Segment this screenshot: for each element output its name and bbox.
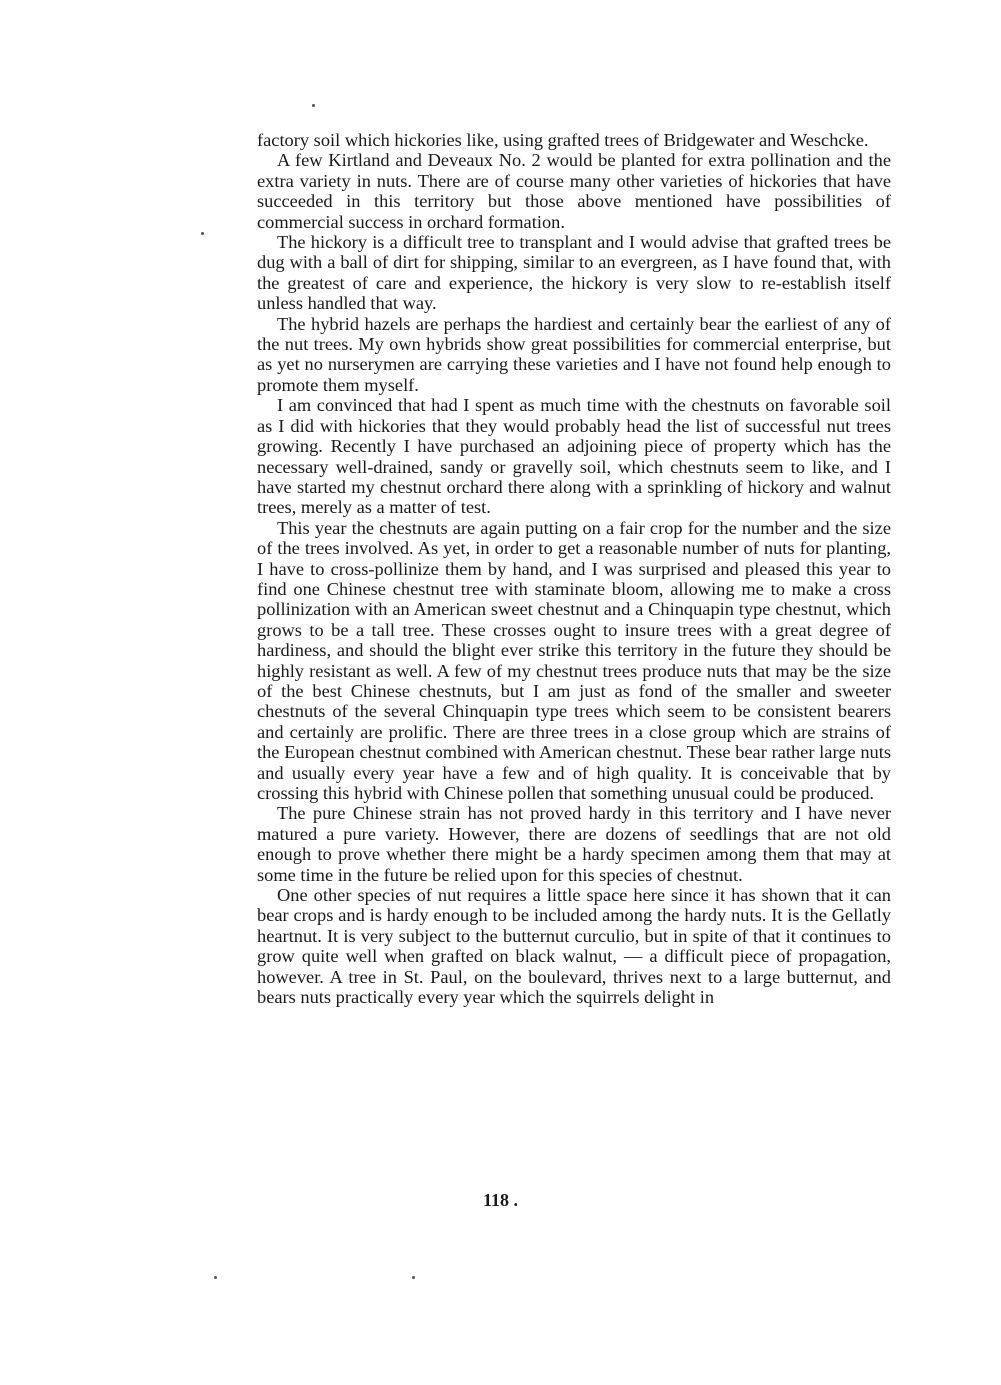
body-text [257, 130, 891, 1007]
scan-speck [214, 1276, 217, 1279]
paragraph-5: I am convinced that had I spent as much time with the chestnuts on favorable soil as I did with hickories that they would probably head the list of successful nut trees growing. Recently I have purchased an adjoining piece of property which has the necessary well-drained, sandy or gravelly soil, which chestnuts seem to like, and I have started my chestnut orchard there along with a sprinkling of hickory and walnut trees, merely as a matter of test. [257, 395, 891, 518]
page-number: 118 . [482, 1190, 518, 1210]
paragraph-1: factory soil which hickories like, using grafted trees of Bridgewater and Weschcke. [257, 130, 869, 150]
paragraph-7: The pure Chinese strain has not proved hardy in this territory and I have never matured a pure variety. However, there are dozens of seedlings that are not old enough to prove whether there might be a hardy specimen among them that may at some time in the future be relied upon for this species of chestnut. [257, 803, 891, 885]
paragraph-8: One other species of nut requires a little space here since it has shown that it can bear crops and is hardy enough to be included among the hardy nuts. It is the Gellatly heartnut. It is very subject to the butternut curculio, but in spite of that it continues to grow quite well when grafted on black walnut, — a difficult piece of propagation, however. A tree in St. Paul, on the boulevard, thrives next to a large butternut, and bears nuts practically every year which the squirrels delight in [257, 885, 891, 1008]
paragraph-3: The hickory is a difficult tree to transplant and I would advise that grafted trees be dug with a ball of dirt for shipping, similar to an evergreen, as I have found that, with the greatest of care and experience, the hickory is very slow to re-establish itself unless handled that way. [257, 232, 891, 314]
scan-speck [201, 232, 204, 235]
paragraph-6: This year the chestnuts are again putting on a fair crop for the number and the size of the trees involved. As yet, in order to get a reasonable number of nuts for planting, I have to cross-pollinize them by hand, and I was surprised and pleased this year to find one Chinese chestnut tree with staminate bloom, allowing me to make a cross pollinization with an American sweet chestnut and a Chinquapin type chestnut, which grows to be a tall tree. These crosses ought to insure trees with a great degree of hardiness, and should the blight ever strike this territory in the future they should be highly resistant as well. A few of my chestnut trees produce nuts that may be the size of the best Chinese chestnuts, but I am just as fond of the smaller and sweeter chestnuts of the several Chinquapin type trees which seem to be consistent bearers and certainly are prolific. There are three trees in a close group which are strains of the European chestnut combined with American chestnut. These bear rather large nuts and usually every year have a few and of high quality. It is conceivable that by crossing this hybrid with Chinese pollen that something unusual could be produced. [257, 517, 891, 803]
scan-speck [412, 1276, 415, 1279]
scan-speck [312, 104, 315, 107]
paragraph-2: A few Kirtland and Deveaux No. 2 would be planted for extra pollination and the extra variety in nuts. There are of course many other varieties of hickories that have succeeded in this territory but those above mentioned have possibilities of commercial success in orchard formation. [257, 150, 891, 232]
paragraph-4: The hybrid hazels are perhaps the hardiest and certainly bear the earliest of any of the nut trees. My own hybrids show great possibilities for commercial enterprise, but as yet no nurserymen are carrying these varieties and I have not found help enough to promote them myself. [257, 313, 891, 395]
